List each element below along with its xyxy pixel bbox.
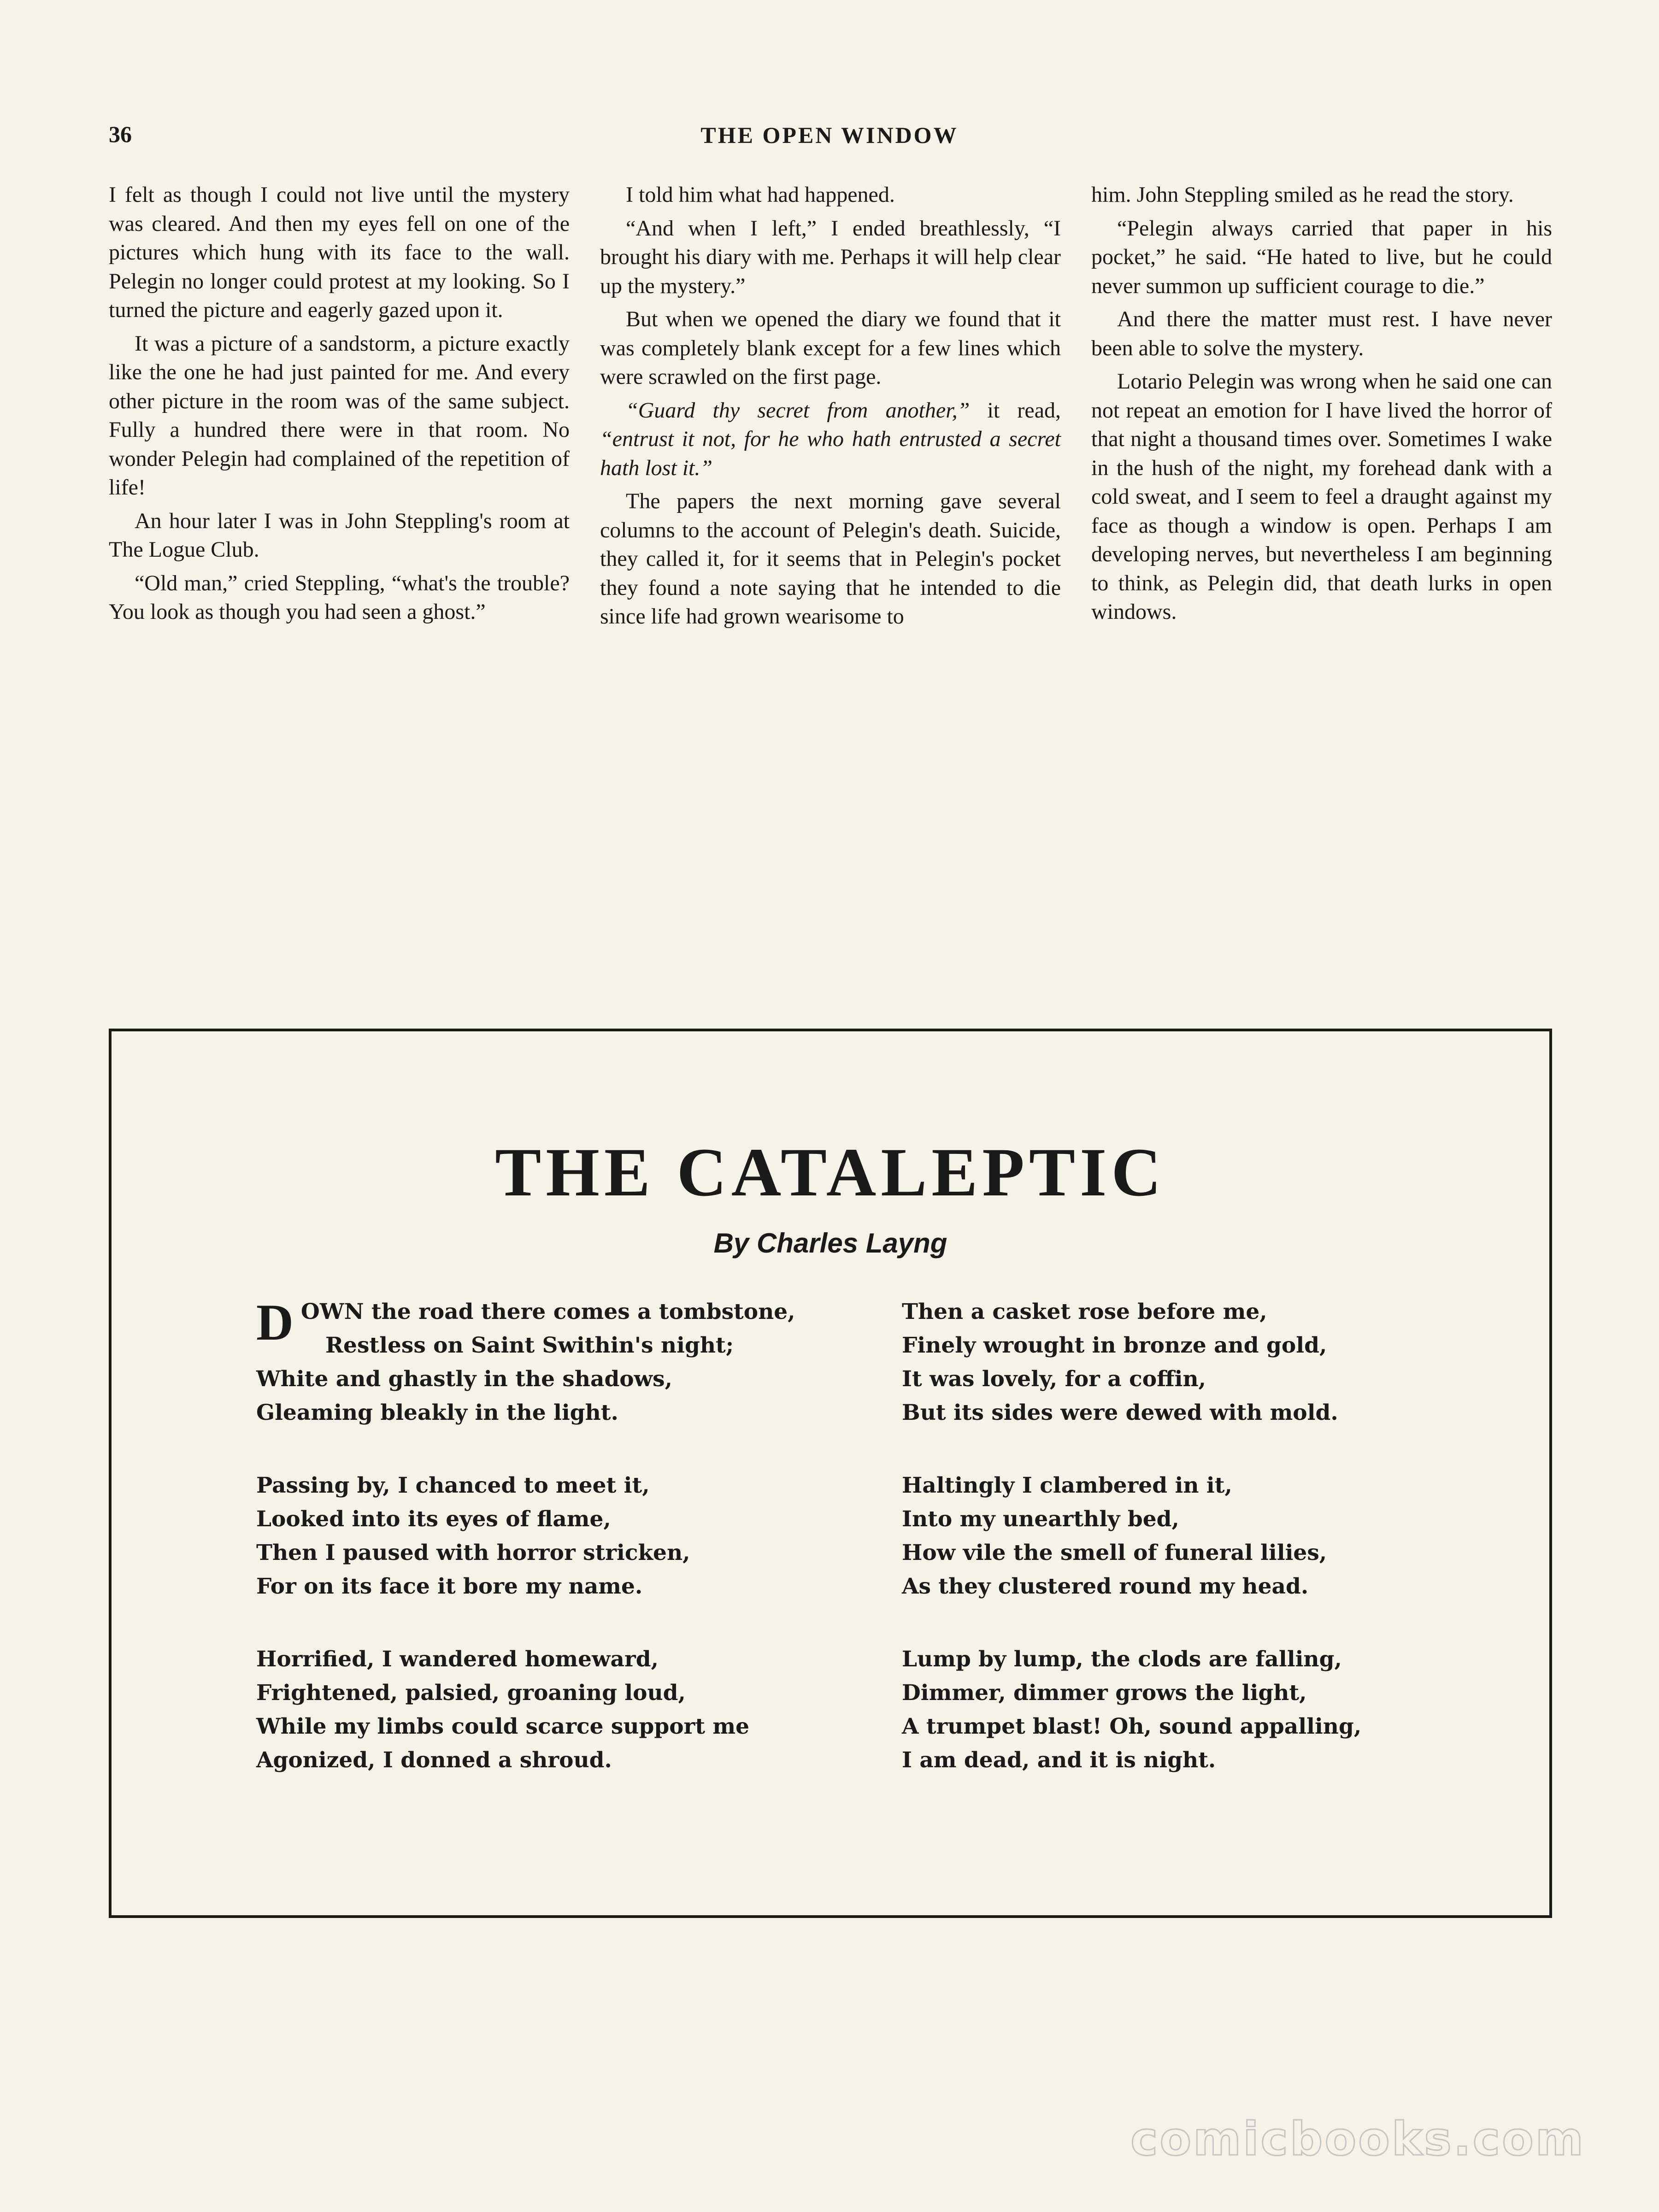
poem-line: Horrified, I wandered homeward, xyxy=(256,1647,659,1672)
page-number: 36 xyxy=(109,121,132,147)
story-paragraph: I felt as though I could not live until the mystery was cleared. And then my eyes fell on one of the pictures which hung with its face to the wall. Pelegin no longer could protest at my looking. So I turned the picture and eagerly gazed upon it. xyxy=(109,182,570,322)
poem-line: Passing by, I chanced to meet it, xyxy=(256,1473,650,1498)
poem-line: Then I paused with horror stricken, xyxy=(256,1540,690,1565)
poem-stanza xyxy=(902,1469,1501,1603)
poem-line: As they clustered round my head. xyxy=(902,1574,1309,1599)
poem-stanza xyxy=(902,1295,1501,1430)
poem-box xyxy=(109,1029,1552,1918)
poem-line: Gleaming bleakly in the light. xyxy=(256,1400,618,1425)
story-column-3 xyxy=(1091,181,1552,636)
poem-line: Then a casket rose before me, xyxy=(902,1299,1267,1324)
story-paragraph: “And when I left,” I ended breathlessly, “I brought his diary with me. Perhaps it will help clear up the mystery.” xyxy=(600,216,1061,298)
story-paragraph: “Old man,” cried Steppling, “what's the trouble? You look as though you had seen a ghost.” xyxy=(109,571,570,624)
story-paragraph: It was a picture of a sandstorm, a picture exactly like the one he had just painted for me. And every other picture in the room was of the same subject. Fully a hundred there were in that room. No wonder Pelegin had complained of the repetition of life! xyxy=(109,331,570,500)
poem-line: How vile the smell of funeral lilies, xyxy=(902,1540,1327,1565)
poem-line: Finely wrought in bronze and gold, xyxy=(902,1333,1327,1358)
story-paragraph: I told him what had happened. xyxy=(626,182,895,207)
poem-stanza xyxy=(256,1642,855,1777)
drop-cap: D xyxy=(256,1294,294,1351)
poem-line: I am dead, and it is night. xyxy=(902,1747,1216,1773)
poem-line: Haltingly I clambered in it, xyxy=(902,1473,1232,1498)
running-title: THE OPEN WINDOW xyxy=(700,122,959,148)
poem-stanza xyxy=(256,1295,855,1430)
story-paragraph: him. John Steppling smiled as he read the story. xyxy=(1091,182,1514,207)
poem-first-line: OWN the road there comes a tombstone, xyxy=(300,1299,795,1324)
story-paragraph xyxy=(600,396,1061,483)
story-paragraph: An hour later I was in John Steppling's room at The Logue Club. xyxy=(109,508,570,562)
story-column-2 xyxy=(600,181,1061,636)
poem-line: It was lovely, for a coffin, xyxy=(902,1366,1206,1392)
poem-stanza xyxy=(256,1469,855,1603)
poem-line: Restless on Saint Swithin's night; xyxy=(325,1333,734,1358)
poem-line: Frightened, palsied, groaning loud, xyxy=(256,1680,686,1706)
poem-line: For on its face it bore my name. xyxy=(256,1574,643,1599)
poem-line: Lump by lump, the clods are falling, xyxy=(902,1647,1342,1672)
site-watermark: comicbooks.com xyxy=(1130,2112,1585,2166)
poem-left-column xyxy=(256,1295,855,1816)
poem-byline: By Charles Layng xyxy=(713,1228,947,1259)
poem-line: But its sides were dewed with mold. xyxy=(902,1400,1338,1425)
poem-line: Into my unearthly bed, xyxy=(902,1506,1179,1532)
poem-line: While my limbs could scarce support me xyxy=(256,1714,750,1739)
poem-line: Looked into its eyes of flame, xyxy=(256,1506,611,1532)
poem-line: A trumpet blast! Oh, sound appalling, xyxy=(902,1714,1362,1739)
story-paragraph: But when we opened the diary we found that it was completely blank except for a few lines which were scrawled on the first page. xyxy=(600,307,1061,389)
story-paragraph: “Pelegin always carried that paper in his pocket,” he said. “He hated to live, but he could never summon up sufficient courage to die.” xyxy=(1091,216,1552,298)
poem-line: Agonized, I donned a shroud. xyxy=(256,1747,612,1773)
story-paragraph: And there the matter must rest. I have never been able to solve the mystery. xyxy=(1091,307,1552,360)
text-run: it read, xyxy=(970,398,1061,423)
story-paragraph: Lotario Pelegin was wrong when he said one can not repeat an emotion for I have lived the horror of that night a thousand times over. Sometimes I wake in the hush of the night, my forehead dank with a cold sweat, and I seem to feel a draught against my face as though a window is open. Perhaps I am developing nerves, but nevertheless I am beginning to think, as Pelegin did, that death lurks in open windows. xyxy=(1091,369,1552,624)
poem-line: White and ghastly in the shadows, xyxy=(256,1366,672,1392)
poem-right-column xyxy=(902,1295,1501,1816)
italic-quote: “Guard thy secret from another,” xyxy=(626,398,970,423)
story-column-1 xyxy=(109,181,570,636)
poem-title: THE CATALEPTIC xyxy=(495,1134,1166,1211)
italic-quote: “entrust it not, for he who hath entrusted a secret hath lost it.” xyxy=(600,427,1061,480)
story-columns xyxy=(109,181,1552,636)
poem-stanza xyxy=(902,1642,1501,1777)
story-paragraph: The papers the next morning gave several columns to the account of Pelegin's death. Suicide, they called it, for it seems that in Pelegin's pocket they found a note saying that he intended to die since life had grown wearisome to xyxy=(600,489,1061,629)
poem-line: Dimmer, dimmer grows the light, xyxy=(902,1680,1307,1706)
